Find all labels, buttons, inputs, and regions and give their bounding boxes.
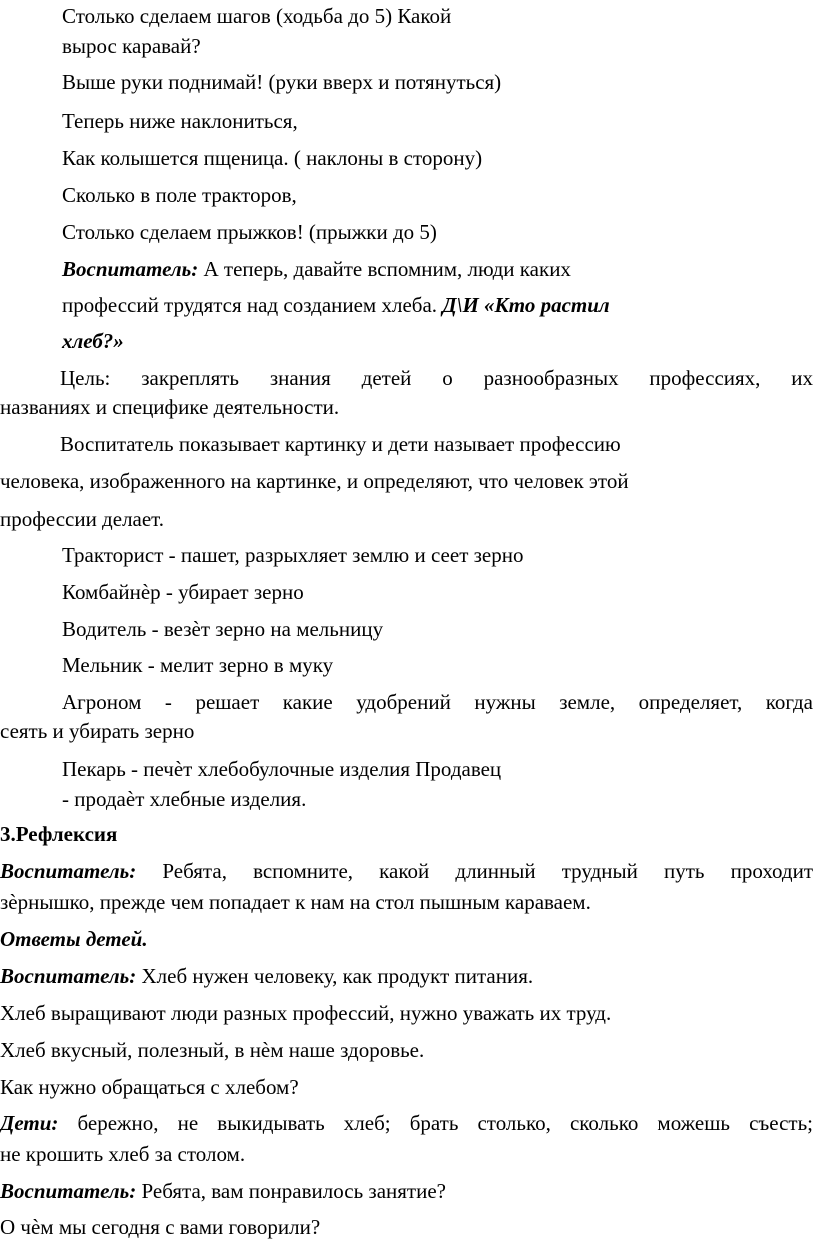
intro-line (62, 291, 610, 319)
teacher-label: Воспитатель: (0, 1179, 137, 1203)
profession-item: Пекарь - печѐт хлебобулочные изделия Продавец (62, 757, 502, 781)
profession-item: Комбайнѐр - убирает зерно (62, 580, 304, 604)
teacher-label: Воспитатель: (0, 859, 137, 883)
profession-item: Тракторист - пашет, разрыхляет землю и сеет зерно (62, 543, 524, 567)
description-line: Воспитатель показывает картинку и дети называет профессию (60, 432, 621, 456)
rhyme-line: Теперь ниже наклониться, (62, 109, 298, 133)
rhyme-line: Сколько в поле тракторов, (62, 183, 297, 207)
rhyme-line: Столько сделаем прыжков! (прыжки до 5) (62, 220, 437, 244)
reflection-line (0, 962, 533, 990)
teacher-question (62, 255, 571, 283)
reflection-line (0, 857, 813, 885)
reflection-line: Хлеб вкусный, полезный, в нѐм наше здоровье. (0, 1038, 425, 1062)
goal-line: названиях и специфике деятельности. (0, 395, 340, 419)
rhyme-line: вырос каравай? (62, 34, 201, 58)
reflection-line: О чѐм мы сегодня с вами говорили? (0, 1215, 321, 1239)
intro-text: А теперь, давайте вспомним, люди каких (203, 257, 571, 281)
game-title: Д\И «Кто растил (442, 293, 610, 317)
game-title: хлеб?» (62, 329, 124, 353)
reflection-line: Как нужно обращаться с хлебом? (0, 1075, 299, 1099)
reflection-text: Ребята, вам понравилось занятие? (141, 1179, 446, 1203)
goal-line: Цель: закреплять знания детей о разнообразных профессиях, их (60, 366, 813, 390)
rhyme-line: Как колышется пщеница. ( наклоны в сторону) (62, 146, 483, 170)
reflection-text: бережно, не выкидывать хлеб; брать столько, сколько можешь съесть; (77, 1111, 813, 1135)
children-label: Дети: (0, 1111, 59, 1135)
reflection-line (0, 1177, 446, 1205)
reflection-line: не крошить хлеб за столом. (0, 1142, 246, 1166)
profession-item: Мельник - мелит зерно в муку (62, 653, 334, 677)
section-heading: 3.Рефлексия (0, 822, 118, 846)
intro-text: профессий трудятся над созданием хлеба. (62, 293, 438, 317)
teacher-label: Воспитатель: (62, 257, 199, 281)
profession-item: - продаѐт хлебные изделия. (62, 787, 307, 811)
reflection-text: Ребята, вспомните, какой длинный трудный путь проходит (162, 859, 814, 883)
rhyme-line: Выше руки поднимай! (руки вверх и потянуться) (62, 70, 502, 94)
description-line: профессии делает. (0, 507, 165, 531)
reflection-line (0, 1109, 813, 1137)
description-line: человека, изображенного на картинке, и определяют, что человек этой (0, 469, 629, 493)
children-answers-label: Ответы детей. (0, 927, 148, 951)
reflection-line: Хлеб выращивают люди разных профессий, нужно уважать их труд. (0, 1001, 612, 1025)
profession-item: сеять и убирать зерно (0, 719, 195, 743)
rhyme-line: Столько сделаем шагов (ходьба до 5) Какой (62, 4, 452, 28)
teacher-label: Воспитатель: (0, 964, 137, 988)
profession-item: Водитель - везѐт зерно на мельницу (62, 617, 384, 641)
reflection-text: Хлеб нужен человеку, как продукт питания. (141, 964, 534, 988)
reflection-line: зѐрнышко, прежде чем попадает к нам на стол пышным караваем. (0, 890, 591, 914)
profession-item: Агроном - решает какие удобрений нужны земле, определяет, когда (62, 690, 813, 714)
